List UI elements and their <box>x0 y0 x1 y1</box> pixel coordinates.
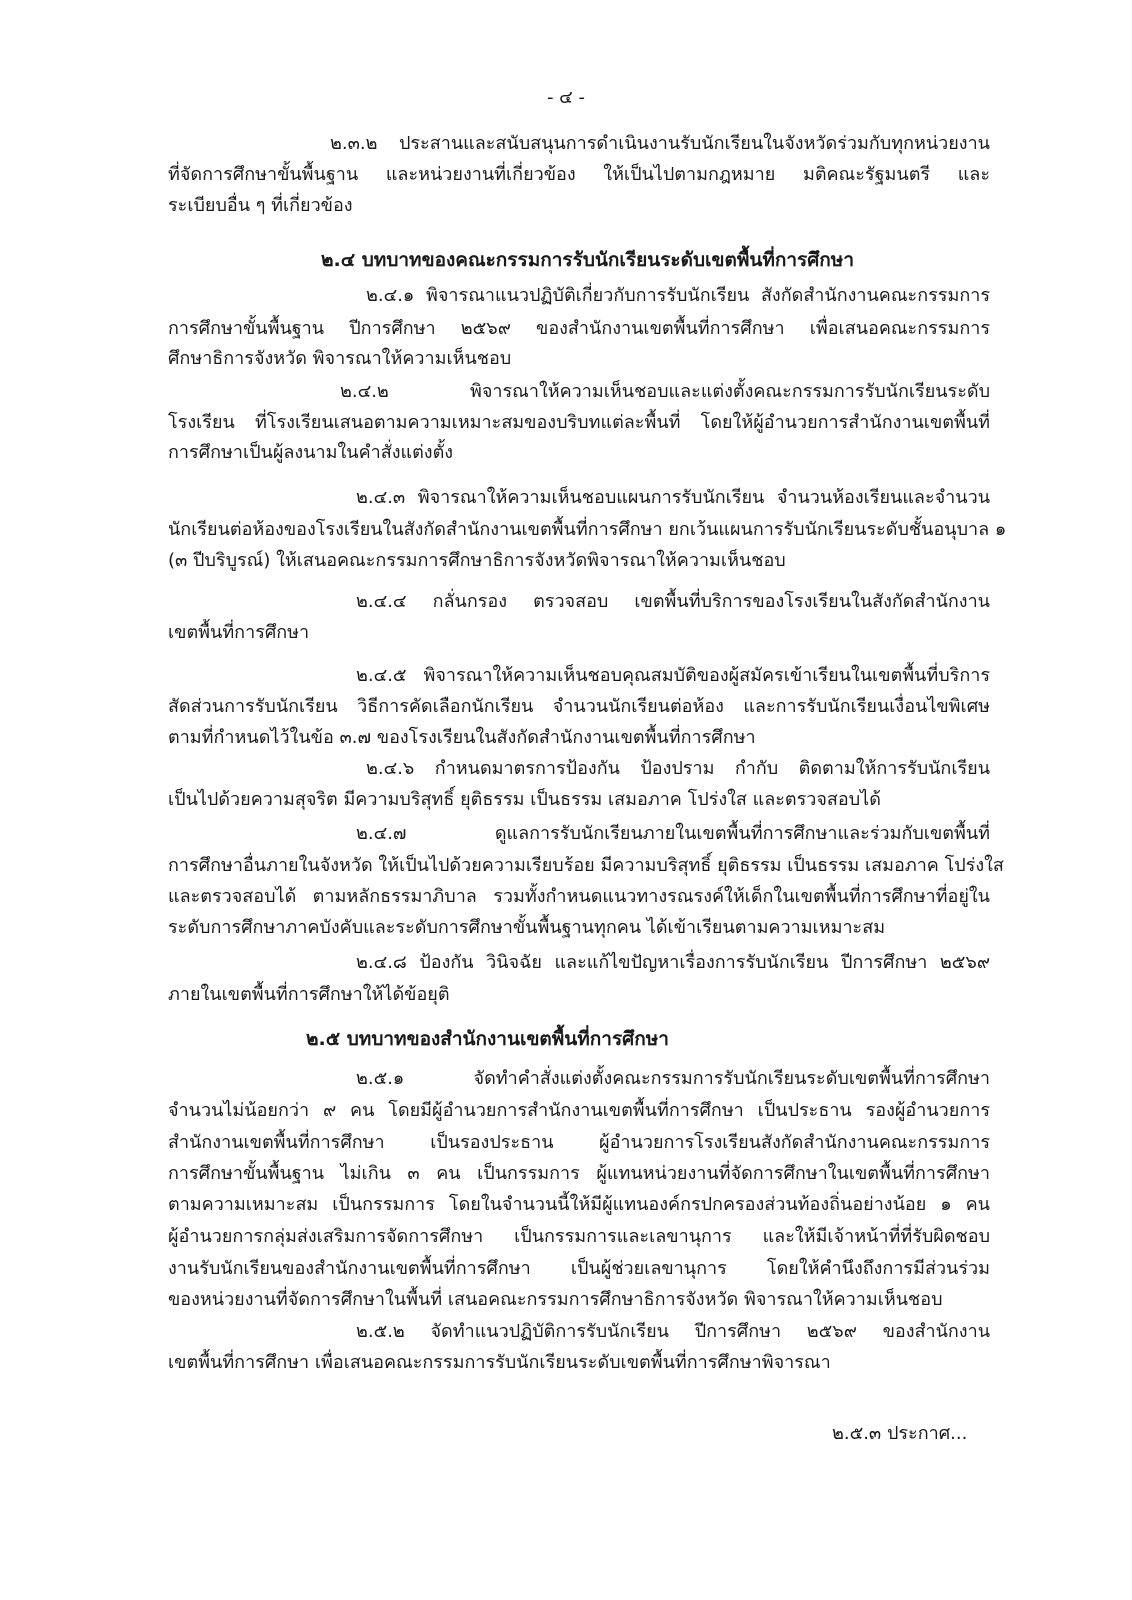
continuation-marker: ๒.๕.๓ ประกาศ... <box>832 1423 968 1444</box>
paragraph-line: ๒.๕.๑ จัดทำคำสั่งแต่งตั้งคณะกรรมการรับนักเรียนระดับเขตพื้นที่การศึกษา <box>356 1068 990 1089</box>
paragraph-line: สำนักงานเขตพื้นที่การศึกษา เป็นรองประธาน ผู้อำนวยการโรงเรียนสังกัดสำนักงานคณะกรรมการ <box>168 1132 990 1153</box>
paragraph-line: ตามที่กำหนดไว้ในข้อ ๓.๗ ของโรงเรียนในสังกัดสำนักงานเขตพื้นที่การศึกษา <box>168 727 756 748</box>
section-heading-2-4: ๒.๔ บทบาทของคณะกรรมการรับนักเรียนระดับเขตพื้นที่การศึกษา <box>321 249 854 271</box>
section-heading-2-5: ๒.๕ บทบาทของสำนักงานเขตพื้นที่การศึกษา <box>306 1028 669 1050</box>
paragraph-line: ๒.๓.๒ ประสานและสนับสนุนการดำเนินงานรับนักเรียนในจังหวัดร่วมกับทุกหน่วยงาน <box>330 133 990 154</box>
paragraph-line: ของหน่วยงานที่จัดการศึกษาในพื้นที่ เสนอคณะกรรมการศึกษาธิการจังหวัด พิจารณาให้ความเห็นชอบ <box>168 1289 943 1310</box>
paragraph-line: สัดส่วนการรับนักเรียน วิธีการคัดเลือกนักเรียน จำนวนนักเรียนต่อห้อง และการรับนักเรียนเงื่อนไขพิเศษ <box>168 696 990 717</box>
page-number: - ๔ - <box>546 87 586 108</box>
paragraph-line: ผู้อำนวยการกลุ่มส่งเสริมการจัดการศึกษา เป็นกรรมการและเลขานุการ และให้มีเจ้าหน้าที่ที่รับผิดชอบ <box>168 1226 990 1247</box>
paragraph-line: ๒.๔.๖ กำหนดมาตรการป้องกัน ป้องปราม กำกับ ติดตามให้การรับนักเรียน <box>366 758 990 779</box>
paragraph-line: จำนวนไม่น้อยกว่า ๙ คน โดยมีผู้อำนวยการสำนักงานเขตพื้นที่การศึกษา เป็นประธาน รองผู้อำนวยการ <box>168 1100 990 1121</box>
paragraph-line: ตามความเหมาะสม เป็นกรรมการ โดยในจำนวนนี้ให้มีผู้แทนองค์กรปกครองส่วนท้องถิ่นอย่างน้อย ๑ คน <box>168 1194 990 1215</box>
paragraph-line: โรงเรียน ที่โรงเรียนเสนอตามความเหมาะสมของบริบทแต่ละพื้นที่ โดยให้ผู้อำนวยการสำนักงานเขตพื้นที่ <box>168 412 990 433</box>
paragraph-line: ๒.๔.๘ ป้องกัน วินิจฉัย และแก้ไขปัญหาเรื่องการรับนักเรียน ปีการศึกษา ๒๕๖๙ <box>356 952 990 973</box>
paragraph-line: ระดับการศึกษาภาคบังคับและระดับการศึกษาขั้นพื้นฐานทุกคน ได้เข้าเรียนตามความเหมาะสม <box>168 917 886 938</box>
paragraph-line: ระเบียบอื่น ๆ ที่เกี่ยวข้อง <box>168 195 353 216</box>
paragraph-line: ๒.๔.๕ พิจารณาให้ความเห็นชอบคุณสมบัติของผู้สมัครเข้าเรียนในเขตพื้นที่บริการ <box>356 665 990 686</box>
paragraph-line: ๒.๔.๓ พิจารณาให้ความเห็นชอบแผนการรับนักเรียน จำนวนห้องเรียนและจำนวน <box>356 487 990 508</box>
paragraph-line: ๒.๔.๔ กลั่นกรอง ตรวจสอบ เขตพื้นที่บริการของโรงเรียนในสังกัดสำนักงาน <box>356 591 990 612</box>
paragraph-line: เขตพื้นที่การศึกษา เพื่อเสนอคณะกรรมการรับนักเรียนระดับเขตพื้นที่การศึกษาพิจารณา <box>168 1352 831 1373</box>
paragraph-line: การศึกษาเป็นผู้ลงนามในคำสั่งแต่งตั้ง <box>168 442 454 463</box>
paragraph-line: การศึกษาขั้นพื้นฐาน ไม่เกิน ๓ คน เป็นกรรมการ ผู้แทนหน่วยงานที่จัดการศึกษาในเขตพื้นที่การศึกษา <box>168 1163 990 1184</box>
paragraph-line: และตรวจสอบได้ ตามหลักธรรมาภิบาล รวมทั้งกำหนดแนวทางรณรงค์ให้เด็กในเขตพื้นที่การศึกษาที่อยู่ใน <box>168 886 990 907</box>
paragraph-line: ๒.๕.๒ จัดทำแนวปฏิบัติการรับนักเรียน ปีการศึกษา ๒๕๖๙ ของสำนักงาน <box>356 1321 990 1342</box>
paragraph-line: (๓ ปีบริบูรณ์) ให้เสนอคณะกรรมการศึกษาธิการจังหวัดพิจารณาให้ความเห็นชอบ <box>168 550 786 571</box>
paragraph-line: ที่จัดการศึกษาขั้นพื้นฐาน และหน่วยงานที่เกี่ยวข้อง ให้เป็นไปตามกฎหมาย มติคณะรัฐมนตรี และ <box>168 164 990 185</box>
paragraph-line: นักเรียนต่อห้องของโรงเรียนในสังกัดสำนักงานเขตพื้นที่การศึกษา ยกเว้นแผนการรับนักเรียนระดับชั้นอนุบาล ๑ <box>168 519 1007 540</box>
paragraph-line: ๒.๔.๒ พิจารณาให้ความเห็นชอบและแต่งตั้งคณะกรรมการรับนักเรียนระดับ <box>340 381 990 402</box>
paragraph-line: ๒.๔.๑ พิจารณาแนวปฏิบัติเกี่ยวกับการรับนักเรียน สังกัดสำนักงานคณะกรรมการ <box>366 285 990 306</box>
paragraph-line: เป็นไปด้วยความสุจริต มีความบริสุทธิ์ ยุติธรรม เป็นธรรม เสมอภาค โปร่งใส และตรวจสอบได้ <box>168 789 881 810</box>
paragraph-line: การศึกษาอื่นภายในจังหวัด ให้เป็นไปด้วยความเรียบร้อย มีความบริสุทธิ์ ยุติธรรม เป็นธรรม เสมอภาค โปร่งใส <box>168 855 1004 876</box>
paragraph-line: ๒.๔.๗ ดูแลการรับนักเรียนภายในเขตพื้นที่การศึกษาและร่วมกับเขตพื้นที่ <box>356 823 990 844</box>
paragraph-line: งานรับนักเรียนของสำนักงานเขตพื้นที่การศึกษา เป็นผู้ช่วยเลขานุการ โดยให้คำนึงถึงการมีส่วนร่วม <box>168 1258 990 1279</box>
paragraph-line: เขตพื้นที่การศึกษา <box>168 622 310 643</box>
paragraph-line: ศึกษาธิการจังหวัด พิจารณาให้ความเห็นชอบ <box>168 348 512 369</box>
paragraph-line: การศึกษาขั้นพื้นฐาน ปีการศึกษา ๒๕๖๙ ของสำนักงานเขตพื้นที่การศึกษา เพื่อเสนอคณะกรรมการ <box>168 318 990 339</box>
paragraph-line: ภายในเขตพื้นที่การศึกษาให้ได้ข้อยุติ <box>168 984 450 1005</box>
